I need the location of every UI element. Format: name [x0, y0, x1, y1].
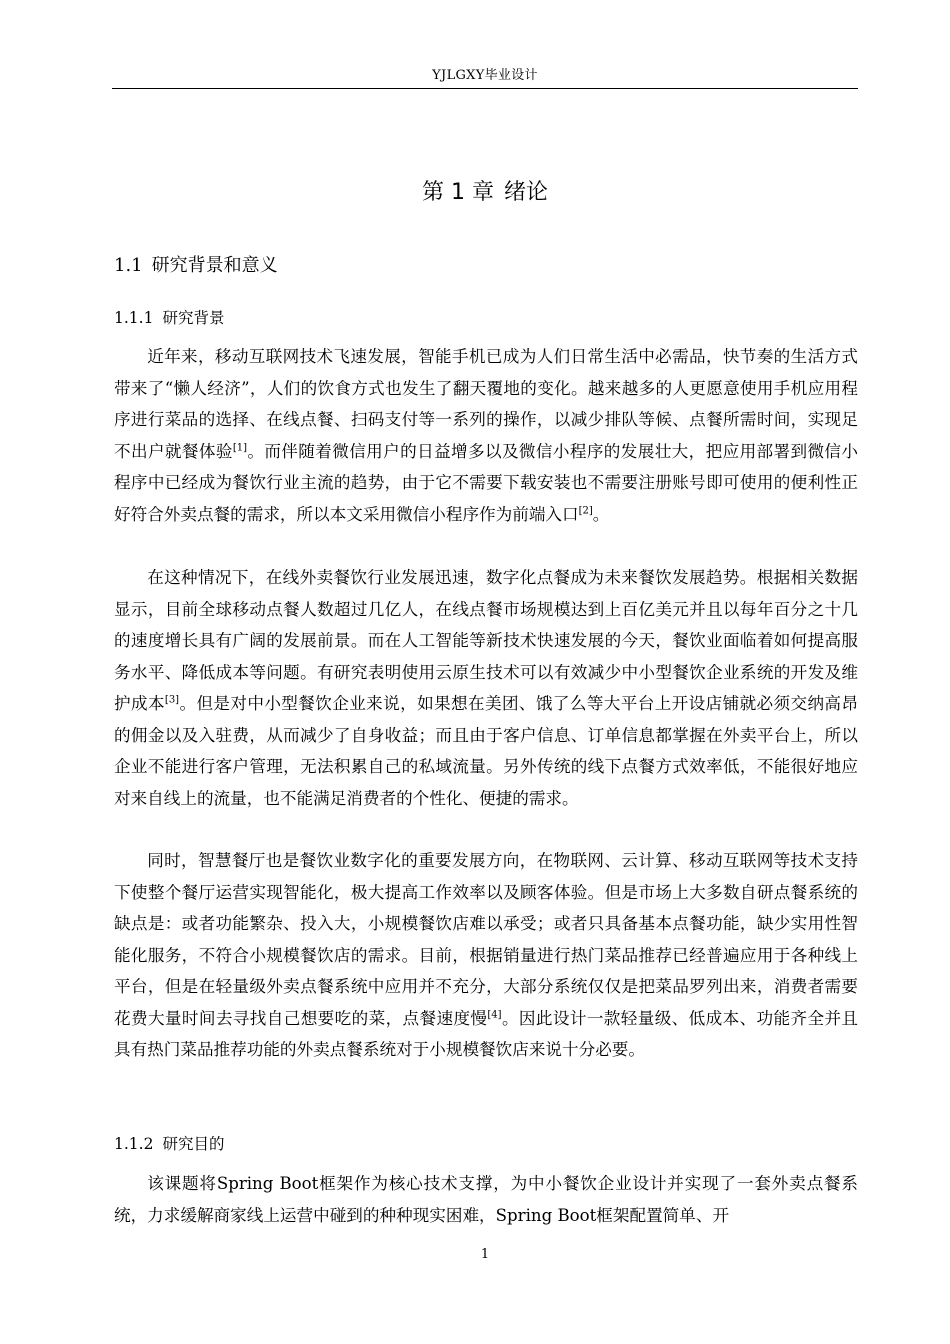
citation-2: [2]	[578, 504, 593, 516]
section-title: 研究背景和意义	[151, 255, 278, 276]
chapter-title	[112, 178, 858, 208]
citation-3: [3]	[164, 694, 180, 706]
paragraph-background-1: 近年来，移动互联网技术飞速发展，智能手机已成为人们日常生活中必需品，快节奏的生活方式带来了“懒人经济”，人们的饮食方式也发生了翻天覆地的变化。越来越多的人更愿意使用手机应用程序进行菜品的选择、在线点餐、扫码支付等一系列的操作，以减少排队等候、点餐所需时间，实现足不出户就餐体验[1]。而伴随着微信用户的日益增多以及微信小程序的发展壮大，把应用部署到微信小程序中已经成为餐饮行业主流的趋势，由于它不需要下载安装也不需要注册账号即可使用的便利性正好符合外卖点餐的需求，所以本文采用微信小程序作为前端入口[2]。	[114, 347, 859, 524]
section-heading-1-1-1	[114, 307, 224, 329]
citation-1: [1]	[232, 441, 247, 453]
section-heading-1-1	[114, 253, 278, 279]
page-number: 1	[480, 1247, 490, 1262]
section-heading-1-1-2	[114, 1133, 224, 1155]
page-header: YJLGXY毕业设计	[432, 68, 538, 83]
chapter-name: 绪论	[503, 180, 548, 205]
section-number: 1.1.2	[114, 1135, 154, 1153]
header-rule	[112, 88, 858, 89]
paragraph-purpose: 该课题将Spring Boot框架作为核心技术支撑，为中小餐饮企业设计并实现了一套外卖点餐系统，力求缓解商家线上运营中碰到的种种现实困难，Spring Boot框架配置简单、开	[114, 1174, 858, 1225]
section-title: 研究目的	[162, 1135, 225, 1153]
paragraph-background-2: 在这种情况下，在线外卖餐饮行业发展迅速，数字化点餐成为未来餐饮发展趋势。根据相关数据显示，目前全球移动点餐人数超过几亿人，在线点餐市场规模达到上百亿美元并且以每年百分之十几的速度增长具有广阔的发展前景。而在人工智能等新技术快速发展的今天，餐饮业面临着如何提高服务水平、降低成本等问题。有研究表明使用云原生技术可以有效减少中小型餐饮企业系统的开发及维护成本[3]。但是对中小型餐饮企业来说，如果想在美团、饿了么等大平台上开设店铺就必须交纳高昂的佣金以及入驻费，从而减少了自身收益；而且由于客户信息、订单信息都掌握在外卖平台上，所以企业不能进行客户管理，无法积累自己的私域流量。另外传统的线下点餐方式效率低，不能很好地应对来自线上的流量，也不能满足消费者的个性化、便捷的需求。	[114, 568, 859, 808]
section-number: 1.1	[114, 255, 143, 276]
citation-4: [4]	[487, 1008, 502, 1020]
section-title: 研究背景	[162, 309, 225, 327]
chapter-number: 第 1 章	[422, 180, 494, 205]
paragraph-background-3: 同时，智慧餐厅也是餐饮业数字化的重要发展方向，在物联网、云计算、移动互联网等技术支持下使整个餐厅运营实现智能化，极大提高工作效率以及顾客体验。但是市场上大多数自研点餐系统的缺点是：或者功能繁杂、投入大，小规模餐饮店难以承受；或者只具备基本点餐功能，缺少实用性智能化服务，不符合小规模餐饮店的需求。目前，根据销量进行热门菜品推荐已经普遍应用于各种线上平台，但是在轻量级外卖点餐系统中应用并不充分，大部分系统仅仅是把菜品罗列出来，消费者需要花费大量时间去寻找自己想要吃的菜，点餐速度慢[4]。因此设计一款轻量级、低成本、功能齐全并且具有热门菜品推荐功能的外卖点餐系统对于小规模餐饮店来说十分必要。	[114, 851, 859, 1059]
section-number: 1.1.1	[114, 309, 154, 327]
